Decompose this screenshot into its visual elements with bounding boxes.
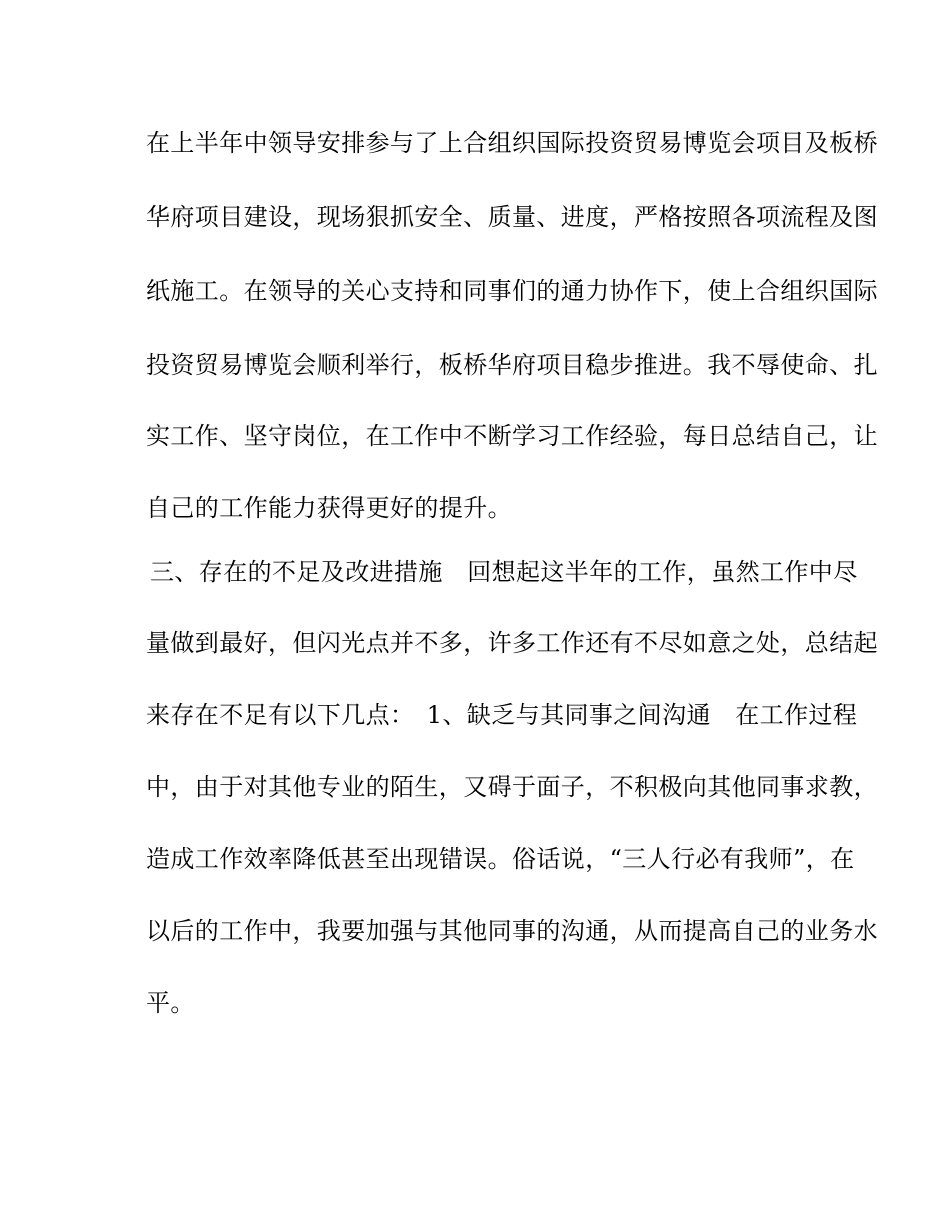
paragraph-line-4: 投资贸易博览会顺利举行，板桥华府项目稳步推进。我不辱使命、扎 [146, 351, 878, 379]
paragraph-line-11: 造成工作效率降低甚至出现错误。俗话说，“三人行必有我师”，在 [146, 845, 855, 873]
paragraph-line-6: 自己的工作能力获得更好的提升。 [146, 494, 512, 522]
paragraph-line-3: 纸施工。在领导的关心支持和同事们的通力协作下，使上合组织国际 [146, 277, 878, 305]
paragraph-line-8: 量做到最好，但闪光点并不多，许多工作还有不尽如意之处，总结起 [146, 629, 878, 657]
paragraph-line-13: 平。 [146, 989, 195, 1017]
paragraph-line-5: 实工作、坚守岗位，在工作中不断学习工作经验，每日总结自己，让 [146, 422, 878, 450]
paragraph-line-12: 以后的工作中，我要加强与其他同事的沟通，从而提高自己的业务水 [146, 917, 878, 945]
section-heading-line: 三、存在的不足及改进措施 回想起这半年的工作，虽然工作中尽 [150, 558, 858, 586]
paragraph-line-2: 华府项目建设，现场狠抓安全、质量、进度，严格按照各项流程及图 [146, 203, 878, 231]
paragraph-line-1: 在上半年中领导安排参与了上合组织国际投资贸易博览会项目及板桥 [146, 129, 878, 157]
paragraph-line-9: 来存在不足有以下几点： 1、缺乏与其同事之间沟通 在工作过程 [146, 701, 858, 729]
paragraph-line-10: 中，由于对其他专业的陌生，又碍于面子，不积极向其他同事求教， [146, 773, 878, 801]
